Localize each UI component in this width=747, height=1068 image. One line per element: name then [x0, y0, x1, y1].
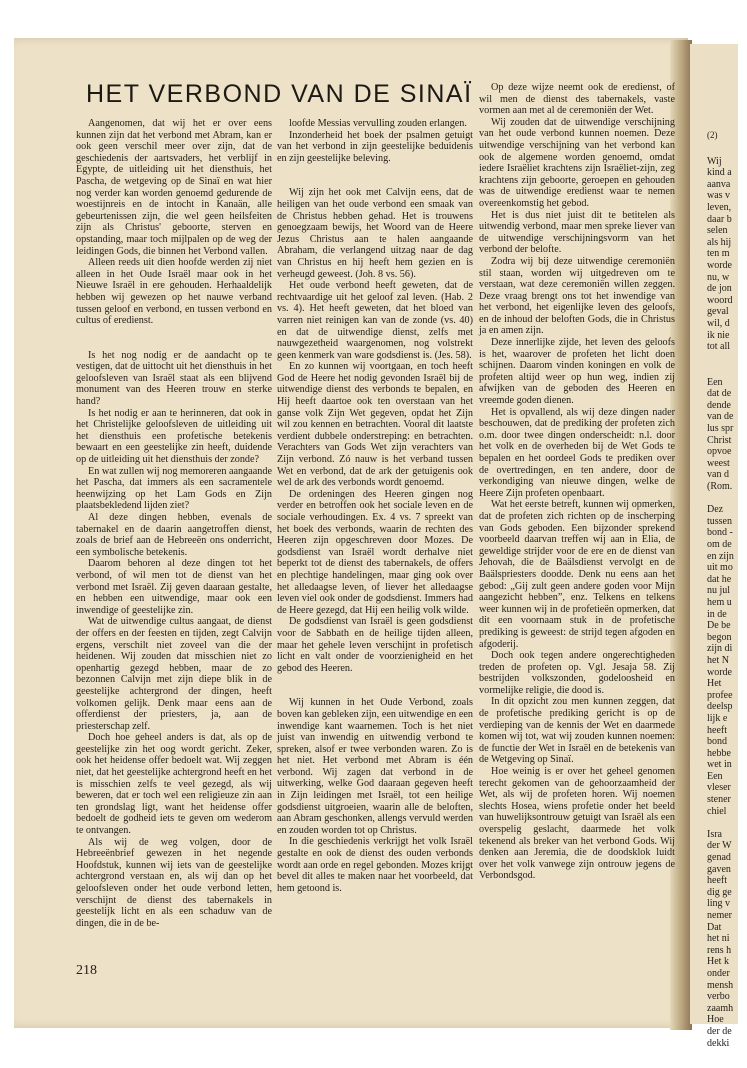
- fragment-line: woord: [707, 294, 733, 306]
- paragraph: Hoe weinig is er over het geheel genomen terecht gekomen van de gehoorzaamheid der Wet, als wij de profeten horen. Wij noemen slechts Hosea, wiens profetie onder het beeld van huwelijksontrouw getuigt van Israël als een overspelig geslacht, daarmede het volk tekenend als breker van het verbond Gods. Wij denken aan Jeremia, die de doodsklok luidt over het volk vanwege zijn ontrouw jegens de Verbondsgod.: [479, 766, 675, 882]
- fragment-line: leven,: [707, 201, 732, 213]
- fragment-line: Wij: [707, 155, 722, 167]
- fragment-line: wil, d: [707, 317, 730, 329]
- fragment-line: deelsp: [707, 701, 733, 713]
- fragment-line: dekki: [707, 1037, 730, 1049]
- fragment-line: begon: [707, 631, 732, 643]
- fragment-line: der W: [707, 840, 732, 852]
- fragment-line: rens h: [707, 944, 732, 956]
- paragraph: Doch ook tegen andere ongerechtigheden treden de profeten op. Vgl. Jesaja 58. Zij bestrijden volkszonden, godeloosheid en vormelijke religie, die dood is.: [479, 650, 675, 696]
- fragment-line: dig ge: [707, 886, 732, 898]
- fragment-line: verbo: [707, 991, 730, 1003]
- paragraph: Wij zouden dat de uitwendige verschijning van het oude verbond kunnen noemen. Deze uitwendige verschijning van het verbond kan ook de algemene worden genoemd, omdat iedere Israëliet krachtens zijn Israëliet-zijn, zeg krachtens zijn geboorte, geroepen en gehouden was de uitwendige eredienst waar te nemen overeenkomstig het gebod.: [479, 116, 675, 209]
- paragraph: In die geschiedenis verkrijgt het volk Israël gestalte en ook de dienst des ouden verbonds wordt aan orde en regel gebonden. Mozes krijgt bevel dit alles te maken naar het voorbeeld, dat hem getoond is.: [277, 836, 473, 894]
- fragment-line: worde: [707, 259, 732, 271]
- fragment-line: Dez: [707, 504, 724, 516]
- page-title: HET VERBOND VAN DE SINAÏ: [86, 80, 473, 108]
- fragment-line: [707, 493, 747, 505]
- fragment-line: Een: [707, 376, 723, 388]
- fragment-line: van d: [707, 469, 729, 481]
- paragraph: Wat het eerste betreft, kunnen wij opmerken, dat de profeten zich richten op de inscherping van Gods geboden. Een bijzonder sprekend voorbeeld daarvan treffen wij aan in Elia, de geweldige strijder voor de ere en de dienst van Jehovah, die de Baälsdienst vervolgt en de Baälspriesters doodde. Denk nu eens aan het gebod: „Gij zult geen andere goden voor Mijn aangezicht hebben”, enz. Telkens en telkens weer kunnen wij in de profetieën opmerken, dat dit een voornaam stuk in de profetische prediking is geweest: de strijd tegen afgoden en afgoderij.: [479, 499, 675, 650]
- paragraph: Aangenomen, dat wij het er over eens kunnen zijn dat het verbond met Abram, kan er ook geen verschil meer over zijn, dat de geschiedenis der aartsvaders, het verblijf in Egypte, de uitleiding uit het diensthuis, het Pascha, de wetgeving op de Sinaï en wat hier nog verder kan worden genoemd gedurende de woestijnreis en de intocht in Kanaän, alle gebeurtenissen zijn, die wel geen heilsfeiten zijn als Christus' geboorte, sterven en opstanding, maar toch mijlpalen op de weg der leidingen Gods, die binnen het Verbond vallen.: [76, 118, 272, 257]
- fragment-line: wet in: [707, 759, 732, 771]
- paragraph: Wij kunnen in het Oude Verbond, zoals boven kan gebleken zijn, een uitwendige en een inwendige kant waarnemen. Toch is het niet juist van inwendig en uitwendig verbond te spreken, alsof er twee verbonden waren. Zo is het niet. Het verbond met Abram is één verbond. Wij zagen dat verbond in de uitwerking, welke God daaraan gegeven heeft in Zijn leidingen met Israël, tot een heilige godsdienst uitgroeien, waarin alle de beloften, aan Abram geschonken, allengs vervuld werden en zouden worden tot op Christus.: [277, 697, 473, 836]
- fragment-line: aanva: [707, 178, 731, 190]
- fragment-line: (Rom.: [707, 481, 733, 493]
- fragment-line: kind a: [707, 167, 732, 179]
- fragment-line: bond: [707, 736, 727, 748]
- fragment-line: lus spr: [707, 423, 734, 435]
- fragment-line: heeft: [707, 724, 727, 736]
- fragment-line: dende: [707, 399, 731, 411]
- fragment-line: ling v: [707, 898, 731, 910]
- fragment-line: nemer: [707, 910, 732, 921]
- fragment-line: nu jul: [707, 585, 731, 597]
- paragraph: De godsdienst van Israël is geen godsdienst voor de Sabbath en de heilige tijden alleen, maar het gehele leven verschijnt in profetisch licht en valt onder de voorzienigheid en het gebod des Heeren.: [277, 616, 473, 674]
- text-column-3: [479, 82, 675, 982]
- paragraph: Op deze wijze neemt ook de eredienst, of wil men de dienst des tabernakels, vaste vormen aan met al de ceremoniën der Wet.: [479, 82, 675, 117]
- fragment-line: profee: [707, 689, 733, 701]
- fragment-line: opvoe: [707, 446, 732, 458]
- fragment-line: Christ: [707, 434, 732, 446]
- paragraph: En wat zullen wij nog memoreren aangaande het Pascha, dat immers als een sacramentele heenwijzing op het Lam Gods en Zijn plaatsbekledend lijden ziet?: [76, 465, 272, 512]
- paragraph: Daarom behoren al deze dingen tot het verbond, of wil men tot de dienst van het verbond met Israël. Zij geven daaraan gestalte, en hebben een uitwendige, maar ook een inwendige of geestelijke zin.: [76, 558, 272, 616]
- fragment-line: het ni: [707, 933, 730, 945]
- fragment-line: nu, w: [707, 271, 730, 283]
- fragment-gap: [707, 353, 747, 377]
- fragment-line: hebbe: [707, 747, 731, 759]
- fragment-line: uit mo: [707, 562, 733, 574]
- paragraph: Het is opvallend, als wij deze dingen nader beschouwen, dat de prediking der profeten zich o.m. door twee dingen onderscheidt: n.l. door het volk en de overheden bij de Wet Gods te bepalen en het oordeel Gods te prediken over de overtredingen, en ten andere, door de verkondiging van nieuwe dingen, welke de Heere Zijn profeten openbaart.: [479, 406, 675, 499]
- paragraph: Zodra wij bij deze uitwendige ceremoniën stil staan, worden wij uitgedreven om te verstaan, wat deze ceremoniën willen zeggen. Deze vraag brengt ons tot het inwendige van het verbond, het eigenlijke leven des geloofs, en de inhoud der beloften Gods, die in Christus ja en amen zijn.: [479, 255, 675, 337]
- fragment-line: daar b: [707, 213, 732, 225]
- paragraph: Deze innerlijke zijde, het leven des geloofs is het, waarover de profeten het licht doen schijnen. Daarom vinden koningen en volk de profeten altijd weer op hun weg, indien zij afwijken van de geboden des Heeren en vreemde goden dienen.: [479, 337, 675, 407]
- fragment-line: Dat: [707, 921, 722, 933]
- fragment-line: dat he: [707, 573, 732, 585]
- fragment-line: genad: [707, 852, 731, 864]
- fragment-line: stener: [707, 794, 731, 806]
- fragment-line: lijk e: [707, 712, 728, 724]
- fragment-line: der de: [707, 1025, 732, 1037]
- paragraph: Wat de uitwendige cultus aangaat, de dienst der offers en der feesten en tijden, zegt Calvijn ergens, verschilt niet zoveel van die der heidenen. Wij zouden dat misschien niet zo openhartig gezegd hebben, maar de zo bezonnen Calvijn met zijn diepe blik in de geestelijke achtergrond der dingen, heeft volkomen gelijk. Denk maar eens aan de offerdienst der priesters, ja, aan de priesterschap zelf.: [76, 616, 272, 732]
- paragraph: De ordeningen des Heeren gingen nog verder en betroffen ook het sociale leven en de sociale verhoudingen. Ex. 4 vs. 7 spreekt van het boek des verbonds, waarin de rechten des Heeren zijn opgeschreven door Mozes. De godsdienst van Israël wordt derhalve niet beperkt tot de dienst des tabernakels, de offers en plechtige handelingen, maar ging ook over het alledaagse leven, of liever het alledaagse leven viel ook onder de godsdienst. Immers had de Heere gezegd, dat Hij een heilig volk wilde.: [277, 488, 473, 616]
- adjacent-page-text: [707, 130, 747, 1049]
- paragraph: Is het nog nodig er de aandacht op te vestigen, dat de uittocht uit het diensthuis in het geloofsleven van Israël staat als een blijvend monument van des Heeren trouw en sterke hand?: [76, 349, 272, 408]
- fragment-line: was v: [707, 190, 731, 202]
- fragment-line: als hij: [707, 236, 732, 248]
- fragment-line: Het: [707, 678, 722, 690]
- fragment-line: weest: [707, 457, 730, 469]
- fragment-line: zijn di: [707, 643, 733, 655]
- paragraph: Al deze dingen hebben, evenals de tabernakel en de daarin aangetroffen dienst, zoals de brief aan de Hebreeën ons onderricht, een symbolische betekenis.: [76, 512, 272, 558]
- fragment-line: en zijn: [707, 550, 734, 562]
- fragment-line: dat de: [707, 388, 732, 400]
- paragraph: Wij zijn het ook met Calvijn eens, dat de heiligen van het oude verbond een smaak van de Christus hebben gehad. Het is trouwens genoegzaam bewijs, het Woord van de Heere Jezus Christus aan te halen aangaande Abraham, die verlangend uitzag naar de dag van Christus en hij heeft hem gezien en is verheugd geweest. (Joh. 8 vs. 56).: [277, 187, 473, 280]
- fragment-line: zaamh: [707, 1002, 734, 1014]
- fragment-line: vleser: [707, 782, 731, 794]
- paragraph: loofde Messias vervulling zouden erlangen.: [289, 118, 467, 129]
- text-column-1: [76, 118, 272, 981]
- paragraph: Alleen reeds uit dien hoofde werden zij niet alleen in het Oude Israël maar ook in het Nieuwe Israël in ere gehouden. Herhaaldelijk hebben wij gewezen op het nauwe verband tussen geloof en verbond, en tussen verbond en cultus of eredienst.: [76, 257, 272, 327]
- paragraph: In dit opzicht zou men kunnen zeggen, dat de profetische prediking gericht is op de verdieping van de kennis der Wet en daarmede komen wij tot, wat wij zouden kunnen noemen: de functie der Wet in Israël en de betekenis van de Wetgeving op Sinaï.: [479, 696, 675, 766]
- paragraph: Als wij de weg volgen, door de Hebreeënbrief gewezen in het negende Hoofdstuk, kunnen wij iets van de geestelijke achtergrond verstaan en, als wij dan op het geloofsleven onder het oude verbond letten, verschijnt de dienst des tabernakels in geestelijk licht en als een schaduw van de dingen, die in de be-: [76, 836, 272, 929]
- fragment-line: onder: [707, 967, 730, 979]
- paragraph: Inzonderheid het boek der psalmen getuigt van het verbond in zijn geestelijke beduidenis en zijn geestelijke beleving.: [277, 129, 473, 164]
- fragment-line: Isra: [707, 828, 722, 840]
- paragraph: En zo kunnen wij voortgaan, en toch heeft God de Heere het nodig gevonden Israël bij de uitwendige dienst des verbonds te bepalen, en Hij heeft daartoe ook ten overstaan van het ganse volk Zijn Wet gegeven, opdat het Zijn wil zou kennen en betrachten. Vooral dit laatste verdient dubbele onderstreping: en betrachten. Verachters van Gods Wet zijn verachters van Zijn verbond. Zó nauw is het verband tussen Wet en verbond, dat de ark der getuigenis ook wel de ark des verbonds wordt genoemd.: [277, 361, 473, 489]
- paragraph: Is het nodig er aan te herinneren, dat ook in het Christelijke geloofsleven de uitleiding uit het diensthuis een profetische betekenis bewaart en een geestelijke zin heeft, duidende op de uitleiding uit het diensthuis der zonde?: [76, 407, 272, 466]
- fragment-line: worde: [707, 666, 732, 678]
- fragment-line: van de: [707, 411, 734, 423]
- fragment-line: [707, 817, 747, 829]
- fragment-line: om de: [707, 539, 732, 550]
- fragment-line: de jon: [707, 283, 732, 295]
- fragment-line: het N: [707, 654, 729, 666]
- fragment-line: hem u: [707, 596, 732, 608]
- fragment-line: heeft: [707, 875, 727, 887]
- page-number: 218: [76, 963, 97, 978]
- fragment-line: Een: [707, 770, 723, 782]
- section-marker: (2): [707, 130, 718, 140]
- fragment-line: geval: [707, 306, 729, 318]
- adjacent-page-fragment: [690, 44, 738, 1049]
- paragraph: Doch hoe geheel anders is dat, als op de geestelijke zin het oog wordt gericht. Zeker, ook het heidense offer bedoelt wat. Wij zeggen niet, dat het geestelijke achtergrond heeft en het is misschien zelfs te veel gezegd, als wij beweren, dat er toch wel een religieuze zin aan ten grondslag ligt, want het heidense offer bedoelt de godheid iets te geven om wederom te ontvangen.: [76, 732, 272, 837]
- fragment-line: bond -: [707, 527, 733, 539]
- fragment-line: mensh: [707, 979, 734, 991]
- fragment-line: in de: [707, 608, 727, 620]
- fragment-line: chiel: [707, 805, 727, 817]
- fragment-line: De be: [707, 620, 731, 632]
- fragment-line: ik nie: [707, 329, 730, 341]
- fragment-line: gaven: [707, 863, 731, 875]
- fragment-line: tot all: [707, 341, 731, 353]
- paragraph: Het is dus niet juist dit te betitelen als uitwendig verbond, maar men spreke liever van de uitwendige verschijningsvorm van het verbond der belofte.: [479, 209, 675, 256]
- fragment-line: Hoe: [707, 1014, 724, 1026]
- fragment-line: ten m: [707, 248, 730, 260]
- paragraph: Het oude verbond heeft geweten, dat de rechtvaardige uit het geloof zal leven. (Hab. 2 vs. 4). Het heeft geweten, dat het bloed van varren niet reinigen kan van de zonde (vs. 40) en dat de uitwendige dienst, zelfs met nauwgezetheid waargenomen, nog volstrekt geen kenmerk van ware godsdienst is. (Jes. 58).: [277, 280, 473, 361]
- text-column-2: [277, 118, 473, 981]
- fragment-line: selen: [707, 225, 728, 237]
- fragment-line: Het k: [707, 956, 729, 968]
- fragment-line: tussen: [707, 515, 732, 527]
